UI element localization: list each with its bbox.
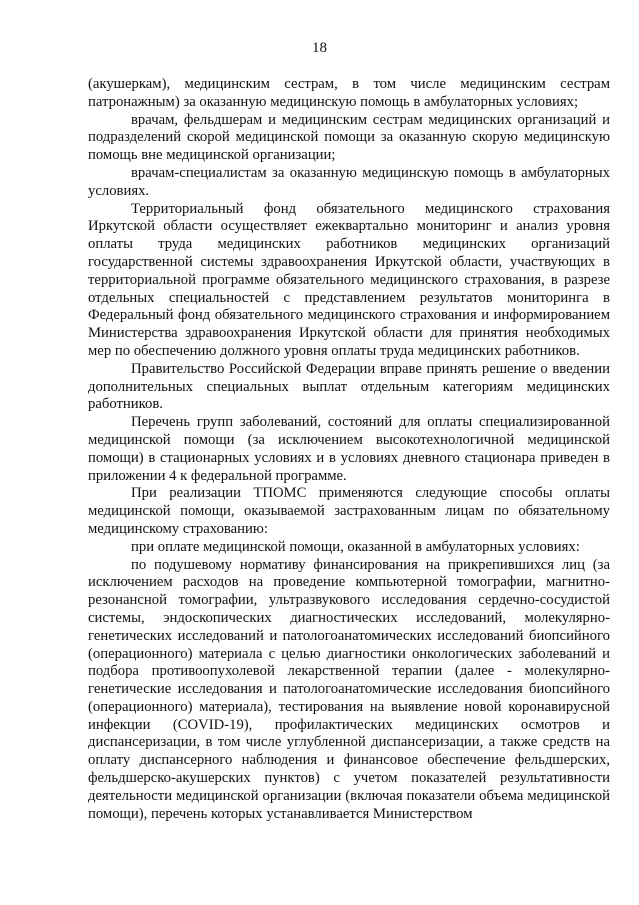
paragraph: Перечень групп заболеваний, состояний для оплаты специализированной медицинской помощи (за исключением высокотехнологичной медицинской помощи) в стационарных условиях и в условиях дневного стационара приведен в приложении 4 к федеральной программе.: [88, 414, 610, 484]
paragraph: по подушевому нормативу финансирования на прикрепившихся лиц (за исключением расходов на проведение компьютерной томографии, магнитно-резонансной томографии, ультразвукового исследования сердечно-сосудистой системы, эндоскопических диагностических исследований, молекулярно-генетических исследований и патологоанатомических исследований биопсийного (операционного) материала с целью диагностики онкологических заболеваний и подбора противоопухолевой лекарственной терапии (далее - молекулярно-генетические исследования и патологоанатомические исследования биопсийного (операционного) материала), тестирования на выявление новой коронавирусной инфекции (COVID-19), профилактических медицинских осмотров и диспансеризации, в том числе углубленной диспансеризации, а также средств на оплату диспансерного наблюдения и финансовое обеспечение фельдшерских, фельдшерско-акушерских пунктов) с учетом показателей результативности деятельности медицинской организации (включая показатели объема медицинской помощи), перечень которых устанавливается Министерством: [88, 556, 610, 822]
paragraph: врачам-специалистам за оказанную медицинскую помощь в амбулаторных условиях.: [88, 164, 610, 199]
document-body: [88, 76, 610, 823]
paragraph: При реализации ТПОМС применяются следующие способы оплаты медицинской помощи, оказываемой застрахованным лицам по обязательному медицинскому страхованию:: [88, 485, 610, 537]
paragraph: при оплате медицинской помощи, оказанной в амбулаторных условиях:: [131, 538, 580, 555]
paragraph: врачам, фельдшерам и медицинским сестрам медицинских организаций и подразделений скорой медицинской помощи за оказанную скорую медицинскую помощь вне медицинской организации;: [88, 111, 610, 164]
page-number: 18: [312, 40, 327, 56]
paragraph: Правительство Российской Федерации вправе принять решение о введении дополнительных специальных выплат отдельным категориям медицинских работников.: [88, 360, 610, 413]
paragraph: Территориальный фонд обязательного медицинского страхования Иркутской области осуществляет ежеквартально мониторинг и анализ уровня оплаты труда медицинских работников медицинских организаций государственной системы здравоохранения Иркутской области, участвующих в территориальной программе обязательного медицинского страхования, в разрезе отдельных специальностей с представлением результатов мониторинга в Федеральный фонд обязательного медицинского страхования и информированием Министерства здравоохранения Иркутской области для принятия необходимых мер по обеспечению должного уровня оплаты труда медицинских работников.: [88, 200, 610, 359]
paragraph: (акушеркам), медицинским сестрам, в том числе медицинским сестрам патронажным) за оказанную медицинскую помощь в амбулаторных условиях;: [88, 76, 610, 110]
